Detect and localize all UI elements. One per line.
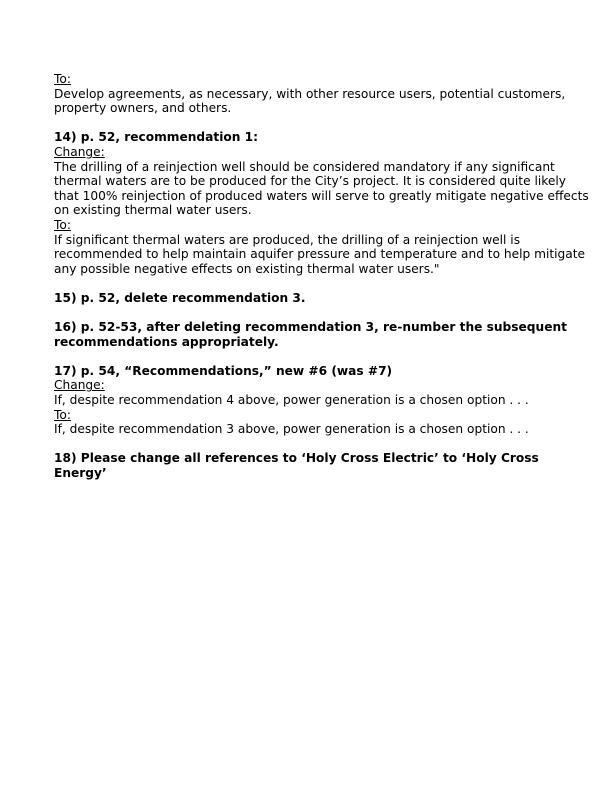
- item-14-section: [54, 130, 594, 276]
- change-text: The drilling of a reinjection well should be considered mandatory if any significant thermal waters are to be produced for the City’s project. It is considered quite likely that 100% reinjection of produced waters will serve to greatly mitigate negative effects on existing thermal water users.: [54, 159, 589, 218]
- to-text: Develop agreements, as necessary, with other resource users, potential customers, property owners, and others.: [54, 86, 566, 116]
- to-text: If significant thermal waters are produced, the drilling of a reinjection well is recommended to help maintain aquifer pressure and temperature and to help mitigate any possible negative effects on existing thermal water users.": [54, 232, 586, 276]
- item-14-heading: 14) p. 52, recommendation 1:: [54, 130, 259, 145]
- change-label: Change:: [54, 378, 105, 393]
- to-label: To:: [54, 217, 71, 232]
- change-text: If, despite recommendation 4 above, power generation is a chosen option . . .: [54, 393, 529, 408]
- spacer: [54, 276, 594, 291]
- item-16-section: [54, 320, 594, 349]
- to-label: To:: [54, 407, 71, 422]
- item-18-section: [54, 451, 594, 480]
- document-page: [54, 72, 594, 481]
- item-15-section: [54, 291, 594, 306]
- spacer: [54, 116, 594, 131]
- spacer: [54, 349, 594, 364]
- intro-section: [54, 72, 594, 116]
- item-18-heading: 18) Please change all references to ‘Holy Cross Electric’ to ‘Holy Cross Energy’: [54, 451, 539, 481]
- item-17-heading: 17) p. 54, “Recommendations,” new #6 (was #7): [54, 363, 393, 378]
- to-text: If, despite recommendation 3 above, power generation is a chosen option . . .: [54, 422, 529, 437]
- item-16-heading: 16) p. 52-53, after deleting recommendation 3, re-number the subsequent recommendations appropriately.: [54, 320, 567, 349]
- spacer: [54, 306, 594, 321]
- spacer: [54, 437, 594, 452]
- change-label: Change:: [54, 144, 105, 159]
- item-15-heading: 15) p. 52, delete recommendation 3.: [54, 290, 306, 305]
- to-label: To:: [54, 72, 71, 86]
- item-17-section: [54, 364, 594, 437]
